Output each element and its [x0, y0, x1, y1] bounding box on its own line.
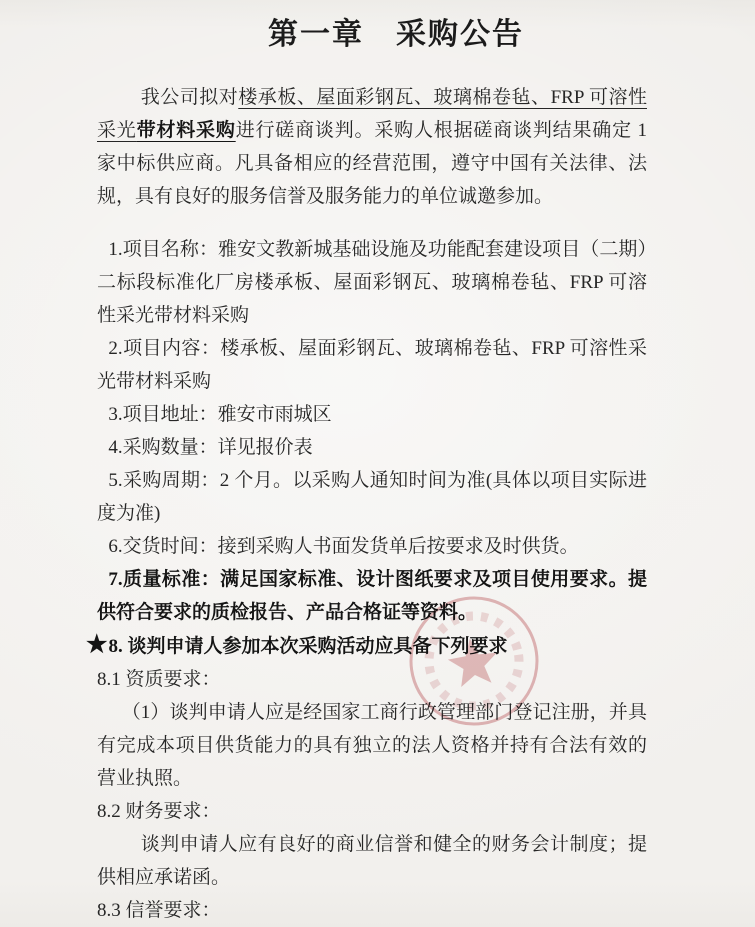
item8-text: 8. 谈判申请人参加本次采购活动应具备下列要求 — [108, 636, 508, 657]
intro-text-post: 进行磋商谈判。采购人根据磋商谈判结果确定 1 家中标供应商。凡具备相应的经营范围，遵守中国有关法律、法规，具有良好的服务信誉及服务能力的单位诚邀参加。 — [97, 120, 647, 207]
underlined-procurement-scope: 楼承板、屋面彩钢瓦、玻璃棉卷毡、FRP 可溶性采光 — [97, 87, 647, 141]
list-item-quality-standard: 7.质量标准：满足国家标准、设计图纸要求及项目使用要求。提供符合要求的质检报告、产品合格证等资料。 — [97, 569, 647, 623]
section-body-finance: 谈判申请人应有良好的商业信誉和健全的财务会计制度；提供相应承诺函。 — [97, 834, 647, 888]
underlined-procurement-scope-bold: 带材料采购 — [136, 120, 236, 141]
numbered-list — [97, 233, 647, 629]
section-heading-reputation: 8.3 信誉要求： — [97, 900, 221, 921]
star-icon: ★ — [86, 632, 109, 658]
section-heading-finance: 8.2 财务要求： — [97, 801, 221, 822]
list-item-project-address: 3.项目地址：雅安市雨城区 — [108, 404, 332, 425]
page-title: 第一章 采购公告 — [268, 18, 524, 51]
section-heading-qualification: 8.1 资质要求： — [97, 669, 221, 690]
list-item-purchase-period: 5.采购周期：2 个月。以采购人通知时间为准(具体以项目实际进度为准) — [97, 470, 647, 524]
intro-text-pre: 我公司拟对 — [140, 87, 239, 108]
list-item-delivery-time: 6.交货时间：接到采购人书面发货单后按要求及时供货。 — [108, 536, 579, 557]
intro-paragraph — [97, 81, 647, 213]
section-body-qualification: （1）谈判申请人应是经国家工商行政管理部门登记注册，并具有完成本项目供货能力的具有独立的法人资格并持有合法有效的营业执照。 — [97, 702, 647, 789]
list-item-project-content: 2.项目内容：楼承板、屋面彩钢瓦、玻璃棉卷毡、FRP 可溶性采光带材料采购 — [97, 338, 647, 392]
list-item-purchase-quantity: 4.采购数量：详见报价表 — [108, 437, 313, 458]
list-item-project-name: 1.项目名称：雅安文教新城基础设施及功能配套建设项目（二期）二标段标准化厂房楼承板、屋面彩钢瓦、玻璃棉卷毡、FRP 可溶性采光带材料采购 — [97, 239, 647, 326]
list-item-requirements — [86, 629, 647, 663]
